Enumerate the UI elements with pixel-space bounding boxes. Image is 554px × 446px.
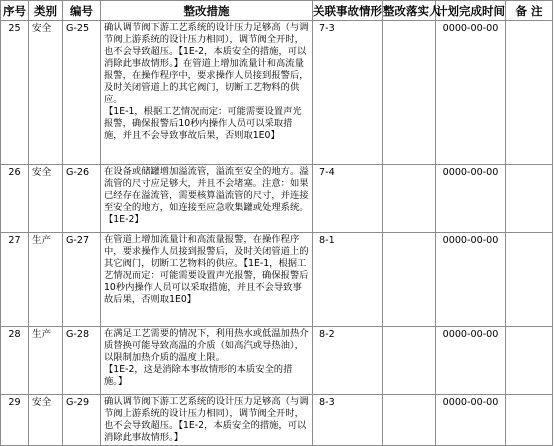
cell-seq[interactable]: 26 bbox=[1, 165, 29, 233]
cell-related[interactable]: 7-3 bbox=[313, 21, 383, 165]
table-row bbox=[1, 165, 553, 233]
cell-person[interactable] bbox=[383, 165, 436, 233]
cell-measure[interactable] bbox=[101, 21, 313, 165]
cell-remark[interactable] bbox=[506, 395, 553, 446]
header-remark: 备 注 bbox=[506, 1, 553, 21]
table-row bbox=[1, 233, 553, 327]
measure-text: 在满足工艺需要的情况下，利用热水或低温加热介质替换可能导致高温的介质（如高汽或导热油），以限制加热介质的温度上限。 bbox=[104, 328, 309, 363]
table-row bbox=[1, 21, 553, 165]
cell-measure[interactable] bbox=[101, 327, 313, 395]
cell-date[interactable]: 0000-00-00 bbox=[436, 395, 506, 446]
cell-code[interactable]: G-25 bbox=[63, 21, 101, 165]
cell-person[interactable] bbox=[383, 395, 436, 446]
header-seq: 序号 bbox=[1, 1, 29, 21]
cell-related[interactable]: 8-2 bbox=[313, 327, 383, 395]
cell-seq[interactable]: 27 bbox=[1, 233, 29, 327]
cell-remark[interactable] bbox=[506, 165, 553, 233]
table-row bbox=[1, 327, 553, 395]
header-row bbox=[1, 1, 553, 21]
cell-seq[interactable]: 29 bbox=[1, 395, 29, 446]
cell-category[interactable]: 生产 bbox=[29, 327, 63, 395]
cell-code[interactable]: G-29 bbox=[63, 395, 101, 446]
cell-related[interactable]: 8-1 bbox=[313, 233, 383, 327]
cell-remark[interactable] bbox=[506, 233, 553, 327]
cell-related[interactable]: 7-4 bbox=[313, 165, 383, 233]
measure-text: 在设备或储罐增加溢流管，溢流至安全的地方。溢流管的尺寸应足够大，并且不会堵塞。注意：如果已经存在溢流管，需要核算溢流管的尺寸，并连接至安全的地方，如连接至应急收集罐或处理系统。【1E-2】 bbox=[104, 166, 309, 225]
cell-seq[interactable]: 28 bbox=[1, 327, 29, 395]
cell-category[interactable]: 安全 bbox=[29, 21, 63, 165]
measure-text: 确认调节阀下游工艺系统的设计压力足够高（与调节阀上游系统的设计压力相同），调节阀全开时，也不会导致超压。【1E-2，本质安全的措施，可以消除此事故情形。】 bbox=[104, 396, 309, 443]
cell-code[interactable]: G-27 bbox=[63, 233, 101, 327]
measure-text: 在管道上增加流量计和高流量报警，在操作程序中，要求操作人员接到报警后，及时关闭管道上的其它阀门，切断工艺物料的供应。【1E-1，根据工艺情况而定：可能需要设置声光报警，确保报警后10秒内操作人员可以采取措施，并且不会导致事故后果，否则取1E0】 bbox=[104, 234, 309, 305]
cell-person[interactable] bbox=[383, 233, 436, 327]
table-row bbox=[1, 395, 553, 446]
cell-measure[interactable] bbox=[101, 395, 313, 446]
measure-text: 【1E-2，这是消除本事故情形的本质安全的措施。】 bbox=[104, 364, 293, 387]
cell-category[interactable]: 安全 bbox=[29, 395, 63, 446]
cell-date[interactable]: 0000-00-00 bbox=[436, 327, 506, 395]
cell-seq[interactable]: 25 bbox=[1, 21, 29, 165]
header-code: 编号 bbox=[63, 1, 101, 21]
cell-remark[interactable] bbox=[506, 21, 553, 165]
cell-measure[interactable] bbox=[101, 233, 313, 327]
measure-text: 【1E-1，根据工艺情况而定：可能需要设置声光报警，确保报警后10秒内操作人员可以采取措施，并且不会导致事故后果，否则取1E0】 bbox=[104, 106, 302, 141]
measure-text: 确认调节阀下游工艺系统的设计压力足够高（与调节阀上游系统的设计压力相同），调节阀全开时，也不会导致超压。【1E-2，本质安全的措施，可以消除此事故情形。】在管道上增加流量计和高流量报警，在操作程序中，要求操作人员接到报警后，及时关闭管道上的其它阀门，切断工艺物料的供应。 bbox=[104, 22, 309, 105]
cell-related[interactable]: 8-3 bbox=[313, 395, 383, 446]
cell-category[interactable]: 生产 bbox=[29, 233, 63, 327]
header-person: 整改落实人 bbox=[383, 1, 436, 21]
cell-person[interactable] bbox=[383, 21, 436, 165]
header-date: 计划完成时间 bbox=[436, 1, 506, 21]
cell-code[interactable]: G-26 bbox=[63, 165, 101, 233]
header-measure: 整改措施 bbox=[101, 1, 313, 21]
cell-category[interactable]: 安全 bbox=[29, 165, 63, 233]
cell-remark[interactable] bbox=[506, 327, 553, 395]
cell-date[interactable]: 0000-00-00 bbox=[436, 165, 506, 233]
cell-person[interactable] bbox=[383, 327, 436, 395]
cell-code[interactable]: G-28 bbox=[63, 327, 101, 395]
header-category: 类别 bbox=[29, 1, 63, 21]
cell-date[interactable]: 0000-00-00 bbox=[436, 233, 506, 327]
header-related: 关联事故情形 bbox=[313, 1, 383, 21]
cell-measure[interactable] bbox=[101, 165, 313, 233]
cell-date[interactable]: 0000-00-00 bbox=[436, 21, 506, 165]
